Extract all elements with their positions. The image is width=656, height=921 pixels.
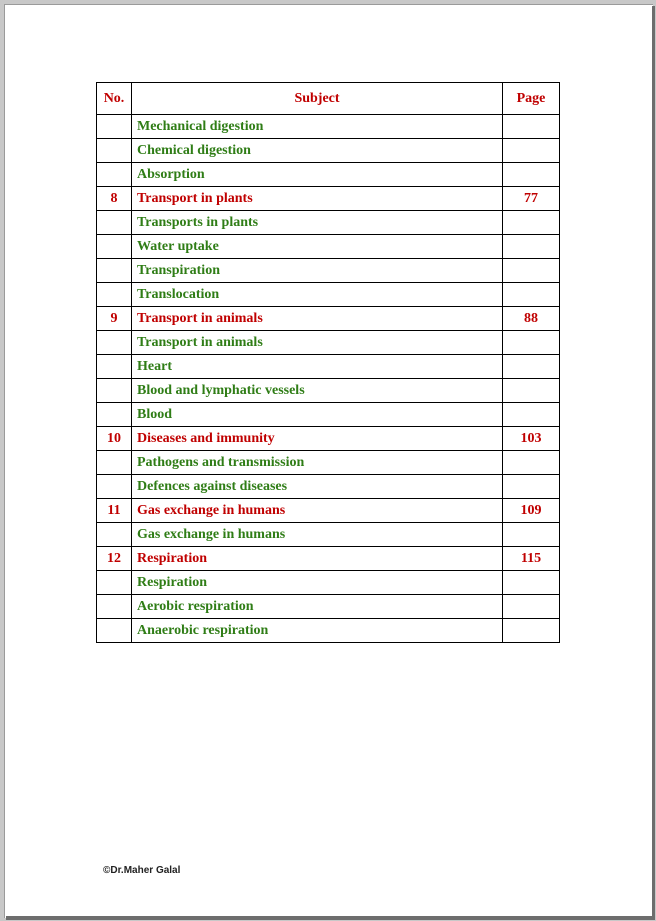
section-row [97,379,560,403]
section-row [97,355,560,379]
chapter-row [97,499,560,523]
row-page [503,595,560,619]
toc-body [97,115,560,643]
row-number [97,379,132,403]
row-page [503,259,560,283]
row-subject: Gas exchange in humans [132,523,503,547]
row-subject: Blood and lymphatic vessels [132,379,503,403]
row-subject: Defences against diseases [132,475,503,499]
row-page [503,523,560,547]
row-number: 10 [97,427,132,451]
section-row [97,571,560,595]
row-subject: Blood [132,403,503,427]
row-subject: Transpiration [132,259,503,283]
row-number [97,115,132,139]
row-number [97,163,132,187]
section-row [97,331,560,355]
section-row [97,619,560,643]
section-row [97,451,560,475]
row-page [503,475,560,499]
row-page [503,379,560,403]
table-of-contents [96,82,560,643]
copyright-footer: ©Dr.Maher Galal [103,865,181,876]
header-row [97,83,560,115]
row-subject: Transport in plants [132,187,503,211]
row-subject: Translocation [132,283,503,307]
section-row [97,595,560,619]
row-page [503,355,560,379]
row-page [503,211,560,235]
header-page: Page [503,83,560,115]
section-row [97,475,560,499]
row-number: 11 [97,499,132,523]
section-row [97,283,560,307]
row-page: 103 [503,427,560,451]
row-number [97,283,132,307]
row-page [503,139,560,163]
row-number [97,523,132,547]
row-page [503,115,560,139]
row-number [97,139,132,163]
row-page: 115 [503,547,560,571]
row-subject: Water uptake [132,235,503,259]
row-subject: Mechanical digestion [132,115,503,139]
row-subject: Respiration [132,571,503,595]
page-shadow-bottom [6,916,655,920]
section-row [97,115,560,139]
row-number [97,211,132,235]
row-page [503,163,560,187]
row-subject: Gas exchange in humans [132,499,503,523]
row-number [97,403,132,427]
page-shadow-right [652,6,655,918]
row-number: 8 [97,187,132,211]
section-row [97,139,560,163]
row-subject: Transport in animals [132,331,503,355]
row-page [503,235,560,259]
row-page [503,571,560,595]
row-subject: Pathogens and transmission [132,451,503,475]
document-page [4,4,653,918]
row-subject: Heart [132,355,503,379]
row-page [503,331,560,355]
row-subject: Absorption [132,163,503,187]
row-subject: Anaerobic respiration [132,619,503,643]
section-row [97,235,560,259]
row-subject: Respiration [132,547,503,571]
row-page [503,403,560,427]
section-row [97,163,560,187]
row-subject: Transports in plants [132,211,503,235]
chapter-row [97,187,560,211]
row-number [97,451,132,475]
row-number [97,475,132,499]
row-subject: Diseases and immunity [132,427,503,451]
row-subject: Transport in animals [132,307,503,331]
row-page: 77 [503,187,560,211]
chapter-row [97,427,560,451]
row-number [97,259,132,283]
row-number: 9 [97,307,132,331]
row-page: 109 [503,499,560,523]
row-number [97,619,132,643]
header-no: No. [97,83,132,115]
row-page [503,283,560,307]
row-subject: Aerobic respiration [132,595,503,619]
row-page [503,619,560,643]
row-number [97,571,132,595]
row-number [97,355,132,379]
row-page [503,451,560,475]
row-number [97,595,132,619]
section-row [97,211,560,235]
chapter-row [97,547,560,571]
section-row [97,259,560,283]
row-number: 12 [97,547,132,571]
row-page: 88 [503,307,560,331]
section-row [97,403,560,427]
section-row [97,523,560,547]
header-subject: Subject [132,83,503,115]
row-number [97,331,132,355]
chapter-row [97,307,560,331]
row-number [97,235,132,259]
row-subject: Chemical digestion [132,139,503,163]
